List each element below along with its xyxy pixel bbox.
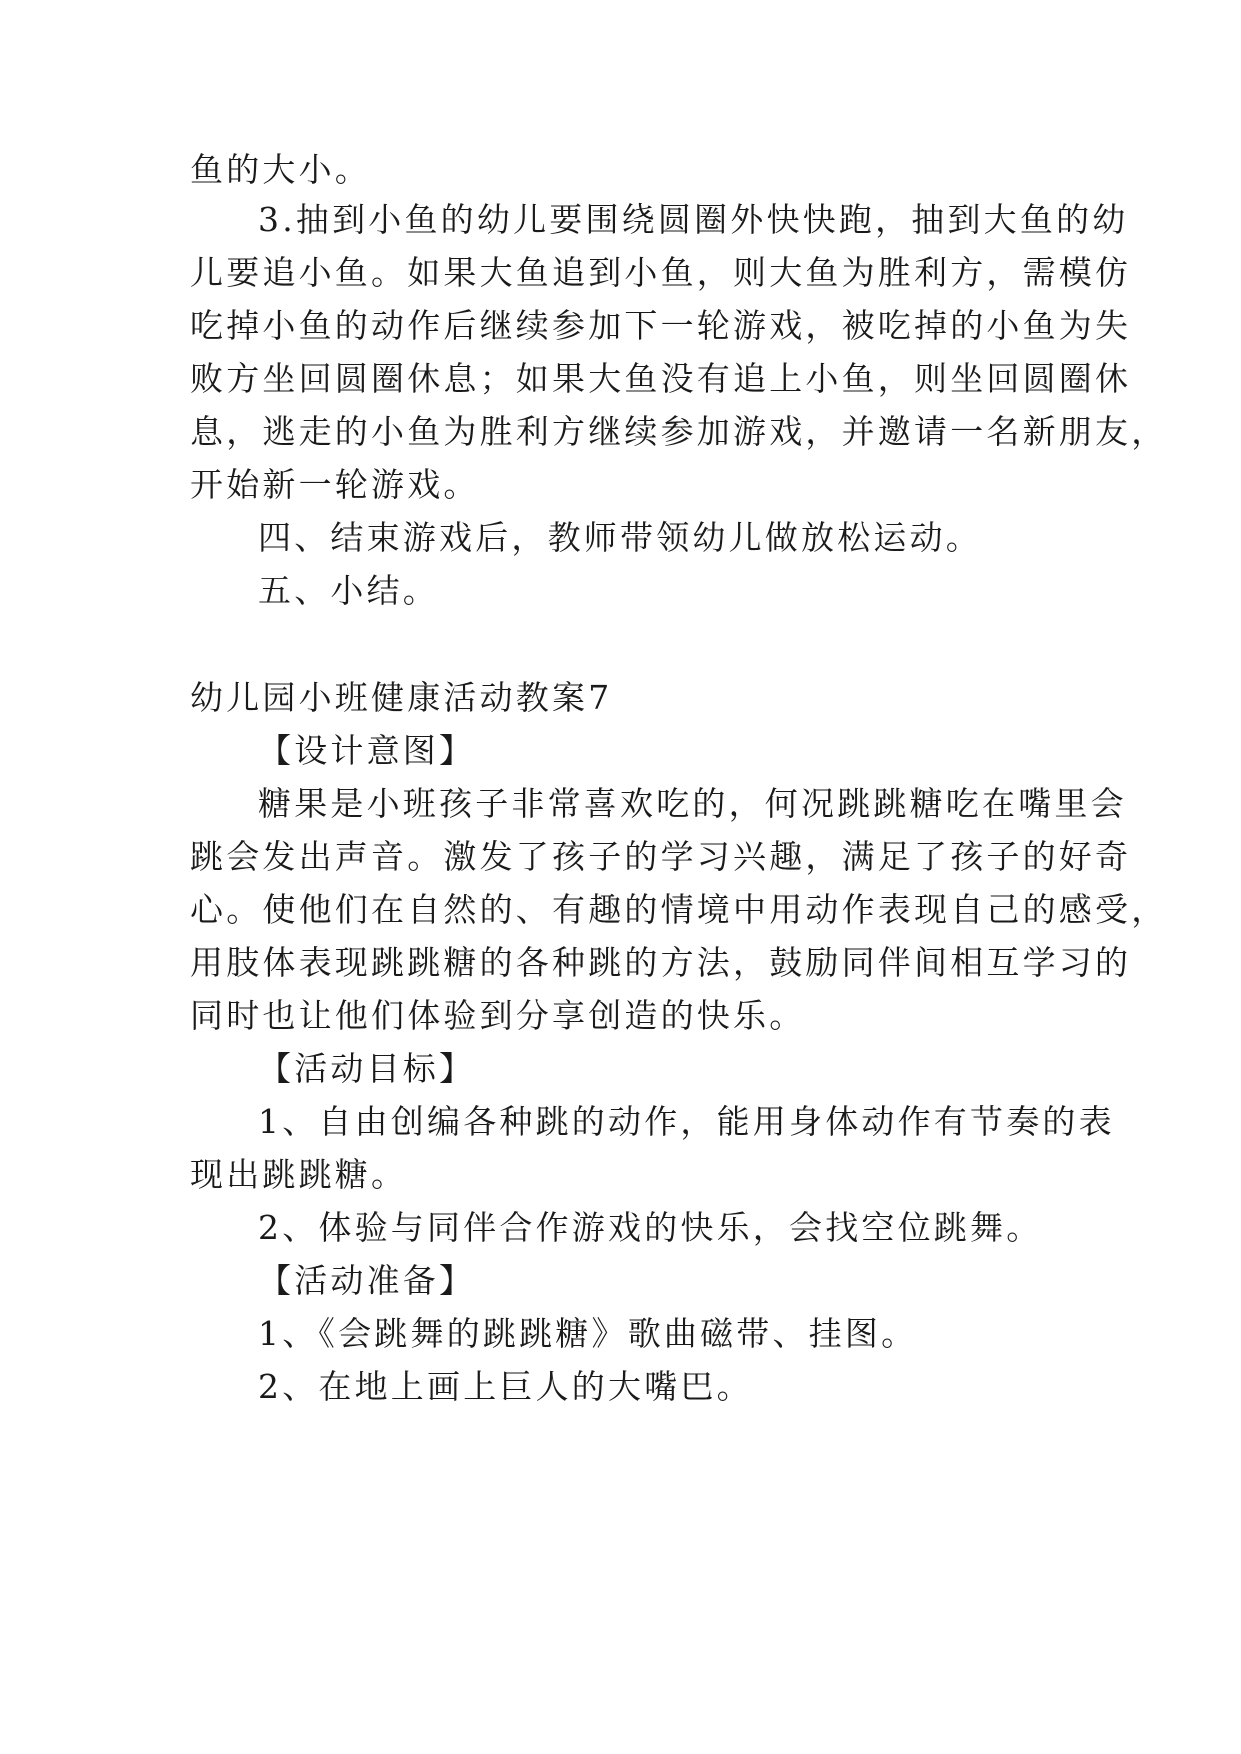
paragraph-line: 儿要追小鱼。如果大鱼追到小鱼，则大鱼为胜利方，需模仿 (190, 253, 1132, 292)
paragraph-line: 3.抽到小鱼的幼儿要围绕圆圈外快快跑，抽到大鱼的幼 (258, 200, 1129, 239)
paragraph-line: 同时也让他们体验到分享创造的快乐。 (190, 996, 806, 1035)
paragraph-line: 2、在地上画上巨人的大嘴巴。 (258, 1367, 753, 1406)
paragraph-line: 糖果是小班孩子非常喜欢吃的，何况跳跳糖吃在嘴里会 (258, 784, 1127, 823)
paragraph-line: 息，逃走的小鱼为胜利方继续参加游戏，并邀请一名新朋友， (190, 412, 1168, 451)
paragraph-line: 心。使他们在自然的、有趣的情境中用动作表现自己的感受， (190, 890, 1168, 929)
paragraph-line: 用肢体表现跳跳糖的各种跳的方法，鼓励同伴间相互学习的 (190, 943, 1132, 982)
paragraph-line: 鱼的大小。 (190, 150, 371, 189)
paragraph-line: 现出跳跳糖。 (190, 1155, 408, 1194)
paragraph-line: 吃掉小鱼的动作后继续参加下一轮游戏，被吃掉的小鱼为失 (190, 306, 1132, 345)
paragraph-line: 败方坐回圆圈休息；如果大鱼没有追上小鱼，则坐回圆圈休 (190, 359, 1132, 398)
paragraph-line: 开始新一轮游戏。 (190, 465, 480, 504)
paragraph-line: 1、自由创编各种跳的动作，能用身体动作有节奏的表 (258, 1102, 1115, 1141)
section-title: 幼儿园小班健康活动教案7 (190, 678, 613, 717)
section-heading: 【设计意图】 (258, 731, 476, 770)
paragraph-line: 五、小结。 (258, 571, 439, 610)
paragraph-line: 四、结束游戏后，教师带领幼儿做放松运动。 (258, 518, 982, 557)
section-heading: 【活动准备】 (258, 1261, 476, 1300)
paragraph-line: 1、《会跳舞的跳跳糖》歌曲磁带、挂图。 (258, 1314, 918, 1353)
paragraph-line: 跳会发出声音。激发了孩子的学习兴趣，满足了孩子的好奇 (190, 837, 1132, 876)
section-heading: 【活动目标】 (258, 1049, 476, 1088)
paragraph-line: 2、体验与同伴合作游戏的快乐，会找空位跳舞。 (258, 1208, 1043, 1247)
